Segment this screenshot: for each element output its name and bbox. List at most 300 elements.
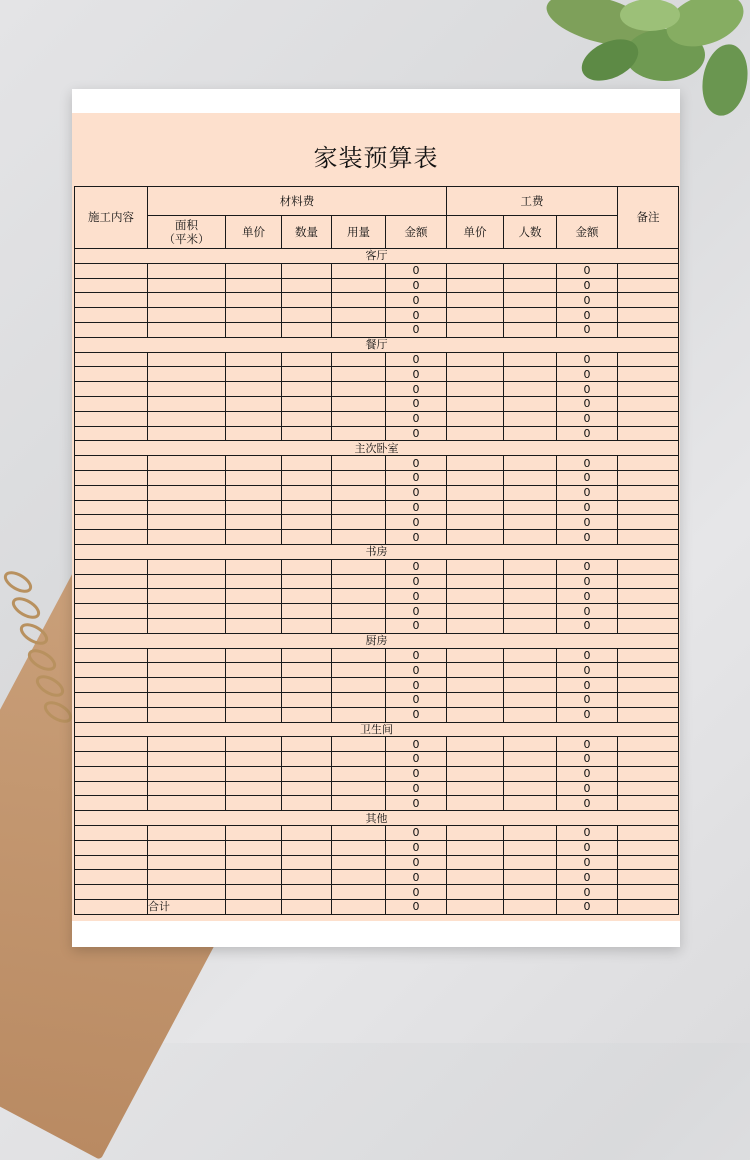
table-cell[interactable] xyxy=(148,589,226,604)
table-cell[interactable] xyxy=(75,692,148,707)
table-cell[interactable] xyxy=(75,885,148,900)
table-cell[interactable] xyxy=(504,515,557,530)
table-cell[interactable] xyxy=(504,352,557,367)
table-cell[interactable] xyxy=(148,367,226,382)
material-amount-cell[interactable]: 0 xyxy=(386,885,447,900)
table-cell[interactable] xyxy=(447,678,504,693)
labor-amount-cell[interactable]: 0 xyxy=(557,840,618,855)
table-cell[interactable] xyxy=(148,559,226,574)
table-cell[interactable] xyxy=(148,382,226,397)
labor-amount-cell[interactable]: 0 xyxy=(557,382,618,397)
table-cell[interactable] xyxy=(148,766,226,781)
table-cell[interactable] xyxy=(75,308,148,323)
table-cell[interactable] xyxy=(447,470,504,485)
table-cell[interactable] xyxy=(332,367,386,382)
table-cell[interactable] xyxy=(447,826,504,841)
table-cell[interactable] xyxy=(618,470,679,485)
table-cell[interactable] xyxy=(618,855,679,870)
table-cell[interactable] xyxy=(226,530,282,545)
table-cell[interactable] xyxy=(332,618,386,633)
table-cell[interactable] xyxy=(148,618,226,633)
table-cell[interactable] xyxy=(332,766,386,781)
table-cell[interactable] xyxy=(447,352,504,367)
table-cell[interactable] xyxy=(75,663,148,678)
table-cell[interactable] xyxy=(226,752,282,767)
table-cell[interactable] xyxy=(148,885,226,900)
labor-amount-cell[interactable]: 0 xyxy=(557,663,618,678)
material-amount-cell[interactable]: 0 xyxy=(386,737,447,752)
table-cell[interactable] xyxy=(618,604,679,619)
table-cell[interactable] xyxy=(504,263,557,278)
labor-amount-cell[interactable]: 0 xyxy=(557,530,618,545)
table-cell[interactable] xyxy=(75,322,148,337)
table-cell[interactable] xyxy=(148,678,226,693)
table-cell[interactable] xyxy=(618,752,679,767)
table-cell[interactable] xyxy=(447,278,504,293)
material-amount-cell[interactable]: 0 xyxy=(386,618,447,633)
table-cell[interactable] xyxy=(75,485,148,500)
table-cell[interactable] xyxy=(282,293,332,308)
table-cell[interactable] xyxy=(332,485,386,500)
table-cell[interactable] xyxy=(148,752,226,767)
labor-amount-cell[interactable]: 0 xyxy=(557,766,618,781)
table-cell[interactable] xyxy=(226,737,282,752)
material-amount-cell[interactable]: 0 xyxy=(386,663,447,678)
table-cell[interactable] xyxy=(447,367,504,382)
material-amount-cell[interactable]: 0 xyxy=(386,840,447,855)
table-cell[interactable] xyxy=(504,308,557,323)
table-cell[interactable] xyxy=(282,604,332,619)
table-cell[interactable] xyxy=(504,367,557,382)
table-cell[interactable] xyxy=(226,278,282,293)
table-cell[interactable] xyxy=(504,692,557,707)
table-cell[interactable] xyxy=(226,604,282,619)
table-cell[interactable] xyxy=(504,293,557,308)
table-cell[interactable] xyxy=(226,766,282,781)
table-cell[interactable] xyxy=(447,308,504,323)
table-cell[interactable] xyxy=(618,485,679,500)
table-cell[interactable] xyxy=(618,352,679,367)
table-cell[interactable] xyxy=(447,589,504,604)
material-amount-cell[interactable]: 0 xyxy=(386,278,447,293)
table-cell[interactable] xyxy=(447,781,504,796)
table-cell[interactable] xyxy=(148,737,226,752)
table-cell[interactable] xyxy=(148,648,226,663)
table-cell[interactable] xyxy=(332,707,386,722)
table-cell[interactable] xyxy=(618,367,679,382)
table-cell[interactable] xyxy=(282,826,332,841)
table-cell[interactable] xyxy=(447,604,504,619)
table-cell[interactable] xyxy=(618,278,679,293)
table-cell[interactable] xyxy=(447,396,504,411)
table-cell[interactable] xyxy=(75,618,148,633)
table-cell[interactable] xyxy=(332,278,386,293)
table-cell[interactable] xyxy=(148,396,226,411)
material-amount-cell[interactable]: 0 xyxy=(386,470,447,485)
labor-amount-cell[interactable]: 0 xyxy=(557,263,618,278)
material-amount-cell[interactable]: 0 xyxy=(386,752,447,767)
table-cell[interactable] xyxy=(447,293,504,308)
table-cell[interactable] xyxy=(75,352,148,367)
table-cell[interactable] xyxy=(75,396,148,411)
table-cell[interactable] xyxy=(226,678,282,693)
table-cell[interactable] xyxy=(618,396,679,411)
table-cell[interactable] xyxy=(148,470,226,485)
material-amount-cell[interactable]: 0 xyxy=(386,456,447,471)
table-cell[interactable] xyxy=(75,574,148,589)
table-cell[interactable] xyxy=(618,293,679,308)
table-cell[interactable] xyxy=(618,263,679,278)
table-cell[interactable] xyxy=(332,426,386,441)
table-cell[interactable] xyxy=(148,426,226,441)
table-cell[interactable] xyxy=(226,515,282,530)
table-cell[interactable] xyxy=(332,530,386,545)
table-cell[interactable] xyxy=(282,308,332,323)
table-cell[interactable] xyxy=(618,885,679,900)
table-cell[interactable] xyxy=(282,426,332,441)
table-cell[interactable] xyxy=(75,470,148,485)
table-cell[interactable] xyxy=(75,426,148,441)
material-amount-cell[interactable]: 0 xyxy=(386,530,447,545)
table-cell[interactable] xyxy=(504,870,557,885)
labor-amount-cell[interactable]: 0 xyxy=(557,678,618,693)
table-cell[interactable] xyxy=(148,692,226,707)
table-cell[interactable] xyxy=(447,263,504,278)
table-cell[interactable] xyxy=(504,663,557,678)
table-cell[interactable] xyxy=(226,589,282,604)
table-cell[interactable] xyxy=(618,308,679,323)
table-cell[interactable] xyxy=(618,840,679,855)
table-cell[interactable] xyxy=(75,515,148,530)
table-cell[interactable] xyxy=(332,752,386,767)
table-cell[interactable] xyxy=(504,781,557,796)
table-cell[interactable] xyxy=(332,589,386,604)
table-cell[interactable] xyxy=(148,293,226,308)
labor-amount-cell[interactable]: 0 xyxy=(557,426,618,441)
material-amount-cell[interactable]: 0 xyxy=(386,692,447,707)
table-cell[interactable] xyxy=(447,559,504,574)
table-cell[interactable] xyxy=(226,426,282,441)
table-cell[interactable] xyxy=(75,589,148,604)
table-cell[interactable] xyxy=(332,692,386,707)
table-cell[interactable] xyxy=(226,618,282,633)
table-cell[interactable] xyxy=(226,322,282,337)
table-cell[interactable] xyxy=(148,308,226,323)
table-cell[interactable] xyxy=(75,781,148,796)
table-cell[interactable] xyxy=(282,870,332,885)
table-cell[interactable] xyxy=(226,396,282,411)
table-cell[interactable] xyxy=(75,293,148,308)
table-cell[interactable] xyxy=(282,456,332,471)
material-amount-cell[interactable]: 0 xyxy=(386,559,447,574)
table-cell[interactable] xyxy=(282,589,332,604)
labor-amount-cell[interactable]: 0 xyxy=(557,574,618,589)
table-cell[interactable] xyxy=(332,840,386,855)
labor-amount-cell[interactable]: 0 xyxy=(557,648,618,663)
labor-amount-cell[interactable]: 0 xyxy=(557,692,618,707)
table-cell[interactable] xyxy=(618,530,679,545)
labor-amount-cell[interactable]: 0 xyxy=(557,752,618,767)
table-cell[interactable] xyxy=(282,278,332,293)
table-cell[interactable] xyxy=(282,574,332,589)
table-cell[interactable] xyxy=(447,885,504,900)
table-cell[interactable] xyxy=(148,781,226,796)
table-cell[interactable] xyxy=(226,870,282,885)
table-cell[interactable] xyxy=(148,352,226,367)
table-cell[interactable] xyxy=(332,781,386,796)
material-amount-cell[interactable]: 0 xyxy=(386,796,447,811)
material-amount-cell[interactable]: 0 xyxy=(386,308,447,323)
table-cell[interactable] xyxy=(148,826,226,841)
material-amount-cell[interactable]: 0 xyxy=(386,352,447,367)
table-cell[interactable] xyxy=(75,826,148,841)
table-cell[interactable] xyxy=(447,855,504,870)
table-cell[interactable] xyxy=(282,663,332,678)
table-cell[interactable] xyxy=(282,692,332,707)
table-cell[interactable] xyxy=(75,737,148,752)
table-cell[interactable] xyxy=(332,574,386,589)
table-cell[interactable] xyxy=(332,604,386,619)
labor-amount-cell[interactable]: 0 xyxy=(557,500,618,515)
material-amount-cell[interactable]: 0 xyxy=(386,707,447,722)
table-cell[interactable] xyxy=(282,840,332,855)
table-cell[interactable] xyxy=(332,737,386,752)
table-cell[interactable] xyxy=(75,840,148,855)
labor-amount-cell[interactable]: 0 xyxy=(557,870,618,885)
material-amount-cell[interactable]: 0 xyxy=(386,293,447,308)
material-amount-cell[interactable]: 0 xyxy=(386,855,447,870)
table-cell[interactable] xyxy=(282,367,332,382)
table-cell[interactable] xyxy=(226,470,282,485)
table-cell[interactable] xyxy=(332,352,386,367)
table-cell[interactable] xyxy=(618,500,679,515)
table-cell[interactable] xyxy=(282,396,332,411)
table-cell[interactable] xyxy=(618,426,679,441)
table-cell[interactable] xyxy=(75,870,148,885)
table-cell[interactable] xyxy=(447,840,504,855)
table-cell[interactable] xyxy=(148,456,226,471)
table-cell[interactable] xyxy=(332,382,386,397)
labor-amount-cell[interactable]: 0 xyxy=(557,707,618,722)
table-cell[interactable] xyxy=(75,752,148,767)
table-cell[interactable] xyxy=(618,382,679,397)
table-cell[interactable] xyxy=(332,885,386,900)
table-cell[interactable] xyxy=(504,278,557,293)
table-cell[interactable] xyxy=(75,678,148,693)
table-cell[interactable] xyxy=(226,308,282,323)
table-cell[interactable] xyxy=(148,515,226,530)
table-cell[interactable] xyxy=(282,781,332,796)
table-cell[interactable] xyxy=(282,648,332,663)
table-cell[interactable] xyxy=(75,559,148,574)
material-amount-cell[interactable]: 0 xyxy=(386,500,447,515)
table-cell[interactable] xyxy=(332,870,386,885)
labor-amount-cell[interactable]: 0 xyxy=(557,293,618,308)
labor-amount-cell[interactable]: 0 xyxy=(557,855,618,870)
table-cell[interactable] xyxy=(75,530,148,545)
table-cell[interactable] xyxy=(282,855,332,870)
table-cell[interactable] xyxy=(447,485,504,500)
table-cell[interactable] xyxy=(447,456,504,471)
table-cell[interactable] xyxy=(504,604,557,619)
labor-amount-cell[interactable]: 0 xyxy=(557,352,618,367)
table-cell[interactable] xyxy=(282,485,332,500)
table-cell[interactable] xyxy=(504,648,557,663)
table-cell[interactable] xyxy=(332,456,386,471)
table-cell[interactable] xyxy=(618,322,679,337)
table-cell[interactable] xyxy=(447,618,504,633)
table-cell[interactable] xyxy=(282,352,332,367)
table-cell[interactable] xyxy=(504,322,557,337)
table-cell[interactable] xyxy=(504,559,557,574)
table-cell[interactable] xyxy=(618,515,679,530)
labor-amount-cell[interactable]: 0 xyxy=(557,885,618,900)
labor-amount-cell[interactable]: 0 xyxy=(557,515,618,530)
material-amount-cell[interactable]: 0 xyxy=(386,411,447,426)
table-cell[interactable] xyxy=(618,692,679,707)
table-cell[interactable] xyxy=(618,663,679,678)
table-cell[interactable] xyxy=(282,766,332,781)
table-cell[interactable] xyxy=(504,589,557,604)
material-amount-cell[interactable]: 0 xyxy=(386,781,447,796)
labor-amount-cell[interactable]: 0 xyxy=(557,396,618,411)
table-cell[interactable] xyxy=(226,293,282,308)
table-cell[interactable] xyxy=(226,648,282,663)
table-cell[interactable] xyxy=(332,322,386,337)
material-amount-cell[interactable]: 0 xyxy=(386,515,447,530)
table-cell[interactable] xyxy=(504,796,557,811)
table-cell[interactable] xyxy=(332,263,386,278)
table-cell[interactable] xyxy=(148,870,226,885)
table-cell[interactable] xyxy=(447,411,504,426)
material-amount-cell[interactable]: 0 xyxy=(386,678,447,693)
table-cell[interactable] xyxy=(447,426,504,441)
table-cell[interactable] xyxy=(282,411,332,426)
table-cell[interactable] xyxy=(504,885,557,900)
table-cell[interactable] xyxy=(447,663,504,678)
table-cell[interactable] xyxy=(504,707,557,722)
labor-amount-cell[interactable]: 0 xyxy=(557,796,618,811)
table-cell[interactable] xyxy=(75,456,148,471)
table-cell[interactable] xyxy=(332,826,386,841)
table-cell[interactable] xyxy=(618,678,679,693)
table-cell[interactable] xyxy=(618,737,679,752)
table-cell[interactable] xyxy=(226,382,282,397)
table-cell[interactable] xyxy=(618,796,679,811)
table-cell[interactable] xyxy=(282,559,332,574)
table-cell[interactable] xyxy=(148,278,226,293)
material-amount-cell[interactable]: 0 xyxy=(386,322,447,337)
table-cell[interactable] xyxy=(504,382,557,397)
material-amount-cell[interactable]: 0 xyxy=(386,426,447,441)
table-cell[interactable] xyxy=(618,648,679,663)
table-cell[interactable] xyxy=(332,559,386,574)
table-cell[interactable] xyxy=(75,263,148,278)
table-cell[interactable] xyxy=(504,737,557,752)
labor-amount-cell[interactable]: 0 xyxy=(557,618,618,633)
table-cell[interactable] xyxy=(447,500,504,515)
table-cell[interactable] xyxy=(226,826,282,841)
table-cell[interactable] xyxy=(618,559,679,574)
labor-amount-cell[interactable]: 0 xyxy=(557,308,618,323)
table-cell[interactable] xyxy=(148,840,226,855)
table-cell[interactable] xyxy=(504,530,557,545)
table-cell[interactable] xyxy=(504,500,557,515)
table-cell[interactable] xyxy=(226,456,282,471)
table-cell[interactable] xyxy=(447,530,504,545)
table-cell[interactable] xyxy=(618,574,679,589)
labor-amount-cell[interactable]: 0 xyxy=(557,737,618,752)
material-amount-cell[interactable]: 0 xyxy=(386,396,447,411)
table-cell[interactable] xyxy=(504,766,557,781)
material-amount-cell[interactable]: 0 xyxy=(386,604,447,619)
table-cell[interactable] xyxy=(148,604,226,619)
material-amount-cell[interactable]: 0 xyxy=(386,826,447,841)
labor-amount-cell[interactable]: 0 xyxy=(557,781,618,796)
labor-amount-cell[interactable]: 0 xyxy=(557,411,618,426)
table-cell[interactable] xyxy=(447,648,504,663)
table-cell[interactable] xyxy=(447,766,504,781)
labor-amount-cell[interactable]: 0 xyxy=(557,559,618,574)
material-amount-cell[interactable]: 0 xyxy=(386,648,447,663)
table-cell[interactable] xyxy=(148,485,226,500)
table-cell[interactable] xyxy=(618,618,679,633)
table-cell[interactable] xyxy=(504,574,557,589)
table-cell[interactable] xyxy=(75,278,148,293)
table-cell[interactable] xyxy=(75,500,148,515)
table-cell[interactable] xyxy=(332,663,386,678)
table-cell[interactable] xyxy=(282,500,332,515)
table-cell[interactable] xyxy=(75,604,148,619)
table-cell[interactable] xyxy=(447,322,504,337)
material-amount-cell[interactable]: 0 xyxy=(386,367,447,382)
table-cell[interactable] xyxy=(618,781,679,796)
table-cell[interactable] xyxy=(447,796,504,811)
table-cell[interactable] xyxy=(504,752,557,767)
table-cell[interactable] xyxy=(618,589,679,604)
table-cell[interactable] xyxy=(148,500,226,515)
table-cell[interactable] xyxy=(618,766,679,781)
material-amount-cell[interactable]: 0 xyxy=(386,870,447,885)
table-cell[interactable] xyxy=(504,618,557,633)
table-cell[interactable] xyxy=(226,840,282,855)
table-cell[interactable] xyxy=(332,500,386,515)
table-cell[interactable] xyxy=(148,322,226,337)
table-cell[interactable] xyxy=(447,707,504,722)
table-cell[interactable] xyxy=(447,382,504,397)
material-amount-cell[interactable]: 0 xyxy=(386,766,447,781)
table-cell[interactable] xyxy=(447,692,504,707)
table-cell[interactable] xyxy=(148,855,226,870)
table-cell[interactable] xyxy=(226,559,282,574)
table-cell[interactable] xyxy=(447,737,504,752)
table-cell[interactable] xyxy=(282,796,332,811)
table-cell[interactable] xyxy=(504,855,557,870)
table-cell[interactable] xyxy=(282,530,332,545)
table-cell[interactable] xyxy=(282,885,332,900)
table-cell[interactable] xyxy=(504,426,557,441)
table-cell[interactable] xyxy=(226,411,282,426)
table-cell[interactable] xyxy=(75,411,148,426)
table-cell[interactable] xyxy=(618,826,679,841)
table-cell[interactable] xyxy=(226,796,282,811)
material-amount-cell[interactable]: 0 xyxy=(386,574,447,589)
table-cell[interactable] xyxy=(282,707,332,722)
labor-amount-cell[interactable]: 0 xyxy=(557,604,618,619)
table-cell[interactable] xyxy=(75,367,148,382)
table-cell[interactable] xyxy=(226,781,282,796)
table-cell[interactable] xyxy=(618,456,679,471)
